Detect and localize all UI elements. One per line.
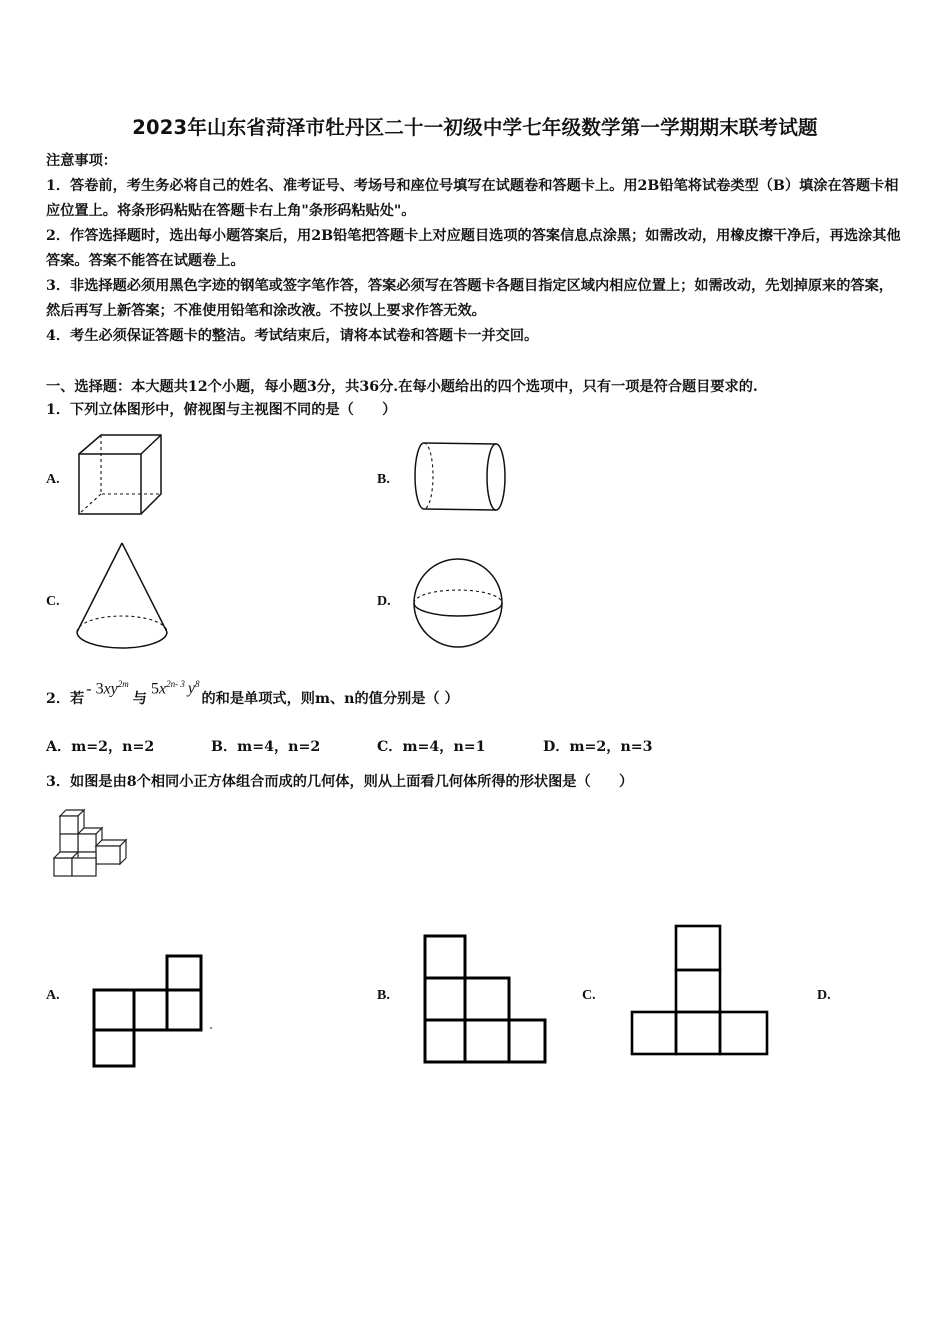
q2-term2 [151, 679, 199, 698]
cylinder-figure [408, 440, 508, 514]
top-view-b [421, 932, 549, 1066]
q3-label-c: C. [582, 988, 596, 1003]
q2-term2-exp: 2n- 3 [166, 678, 185, 689]
q2-term2-exp2: 8 [194, 678, 200, 689]
q1-stem: 1．下列立体图形中，俯视图与主视图不同的是（ ） [46, 402, 397, 418]
q3-label-b: B. [377, 988, 390, 1003]
cube-figure [76, 432, 166, 520]
q2-stem [46, 678, 459, 718]
page-title: 2023年山东省菏泽市牡丹区二十一初级中学七年级数学第一学期期末联考试题 [132, 116, 818, 139]
notice-item-4: 4．考生必须保证答题卡的整洁。考试结束后，请将本试卷和答题卡一并交回。 [46, 328, 539, 344]
notice-item-3: 3．非选择题必须用黑色字迹的钢笔或签字笔作答，答案必须写在答题卡各题目指定区域内相应位置上；如需改动，先划掉原来的答案，然后再写上新答案；不准使用铅笔和涂改液。不按以上要求作答无效。 [46, 278, 893, 319]
notice-heading: 注意事项： [46, 153, 117, 169]
q1-label-a: A. [46, 472, 60, 487]
cone-figure [72, 540, 172, 652]
q1-label-c: C. [46, 594, 60, 609]
top-view-c [629, 922, 771, 1058]
q2-term2-var2: y [187, 680, 195, 697]
sphere-figure [410, 556, 506, 650]
q3-stem: 3．如图是由8个相同小正方体组合而成的几何体，则从上面看几何体所得的形状图是（ ） [46, 774, 634, 790]
q2-option-d: D．m=2，n=3 [543, 739, 653, 755]
q2-term2-var: x [158, 680, 167, 697]
q2-term1-coef: - 3 [86, 680, 104, 697]
q3-label-d: D. [817, 988, 831, 1003]
q2-term1-exp: 2m [117, 678, 129, 689]
q1-label-d: D. [377, 594, 391, 609]
notice-item-2: 2．作答选择题时，选出每小题答案后，用2B铅笔把答题卡上对应题目选项的答案信息点涂黑；如需改动，用橡皮擦干净后，再选涂其他答案。答案不能答在试题卷上。 [46, 228, 901, 269]
section-heading: 一、选择题：本大题共12个小题，每小题3分，共36分.在每小题给出的四个选项中，只有一项是符合题目要求的. [46, 379, 758, 395]
q2-term1-var: xy [103, 680, 118, 697]
notice-item-1: 1．答卷前，考生务必将自己的姓名、准考证号、考场号和座位号填写在试题卷和答题卡上。用2B铅笔将试卷类型（B）填涂在答题卡相应位置上。将条形码粘贴在答题卡右上角"条形码粘贴处"。 [46, 178, 899, 219]
q2-prefix: 2．若 [46, 691, 85, 707]
cube-stack-figure [50, 806, 134, 882]
q3-label-a: A. [46, 988, 60, 1003]
q2-option-a: A．m=2，n=2 [46, 739, 155, 755]
top-view-a [90, 952, 216, 1072]
q1-label-b: B. [377, 472, 390, 487]
q2-term1 [86, 679, 129, 698]
q2-term2-coef: 5 [150, 680, 159, 697]
q2-option-c: C．m=4，n=1 [377, 739, 486, 755]
q2-option-b: B．m=4，n=2 [211, 739, 321, 755]
q2-suffix: 的和是单项式，则m、n的值分别是（ ） [201, 691, 459, 707]
q2-mid: 与 [132, 691, 147, 707]
